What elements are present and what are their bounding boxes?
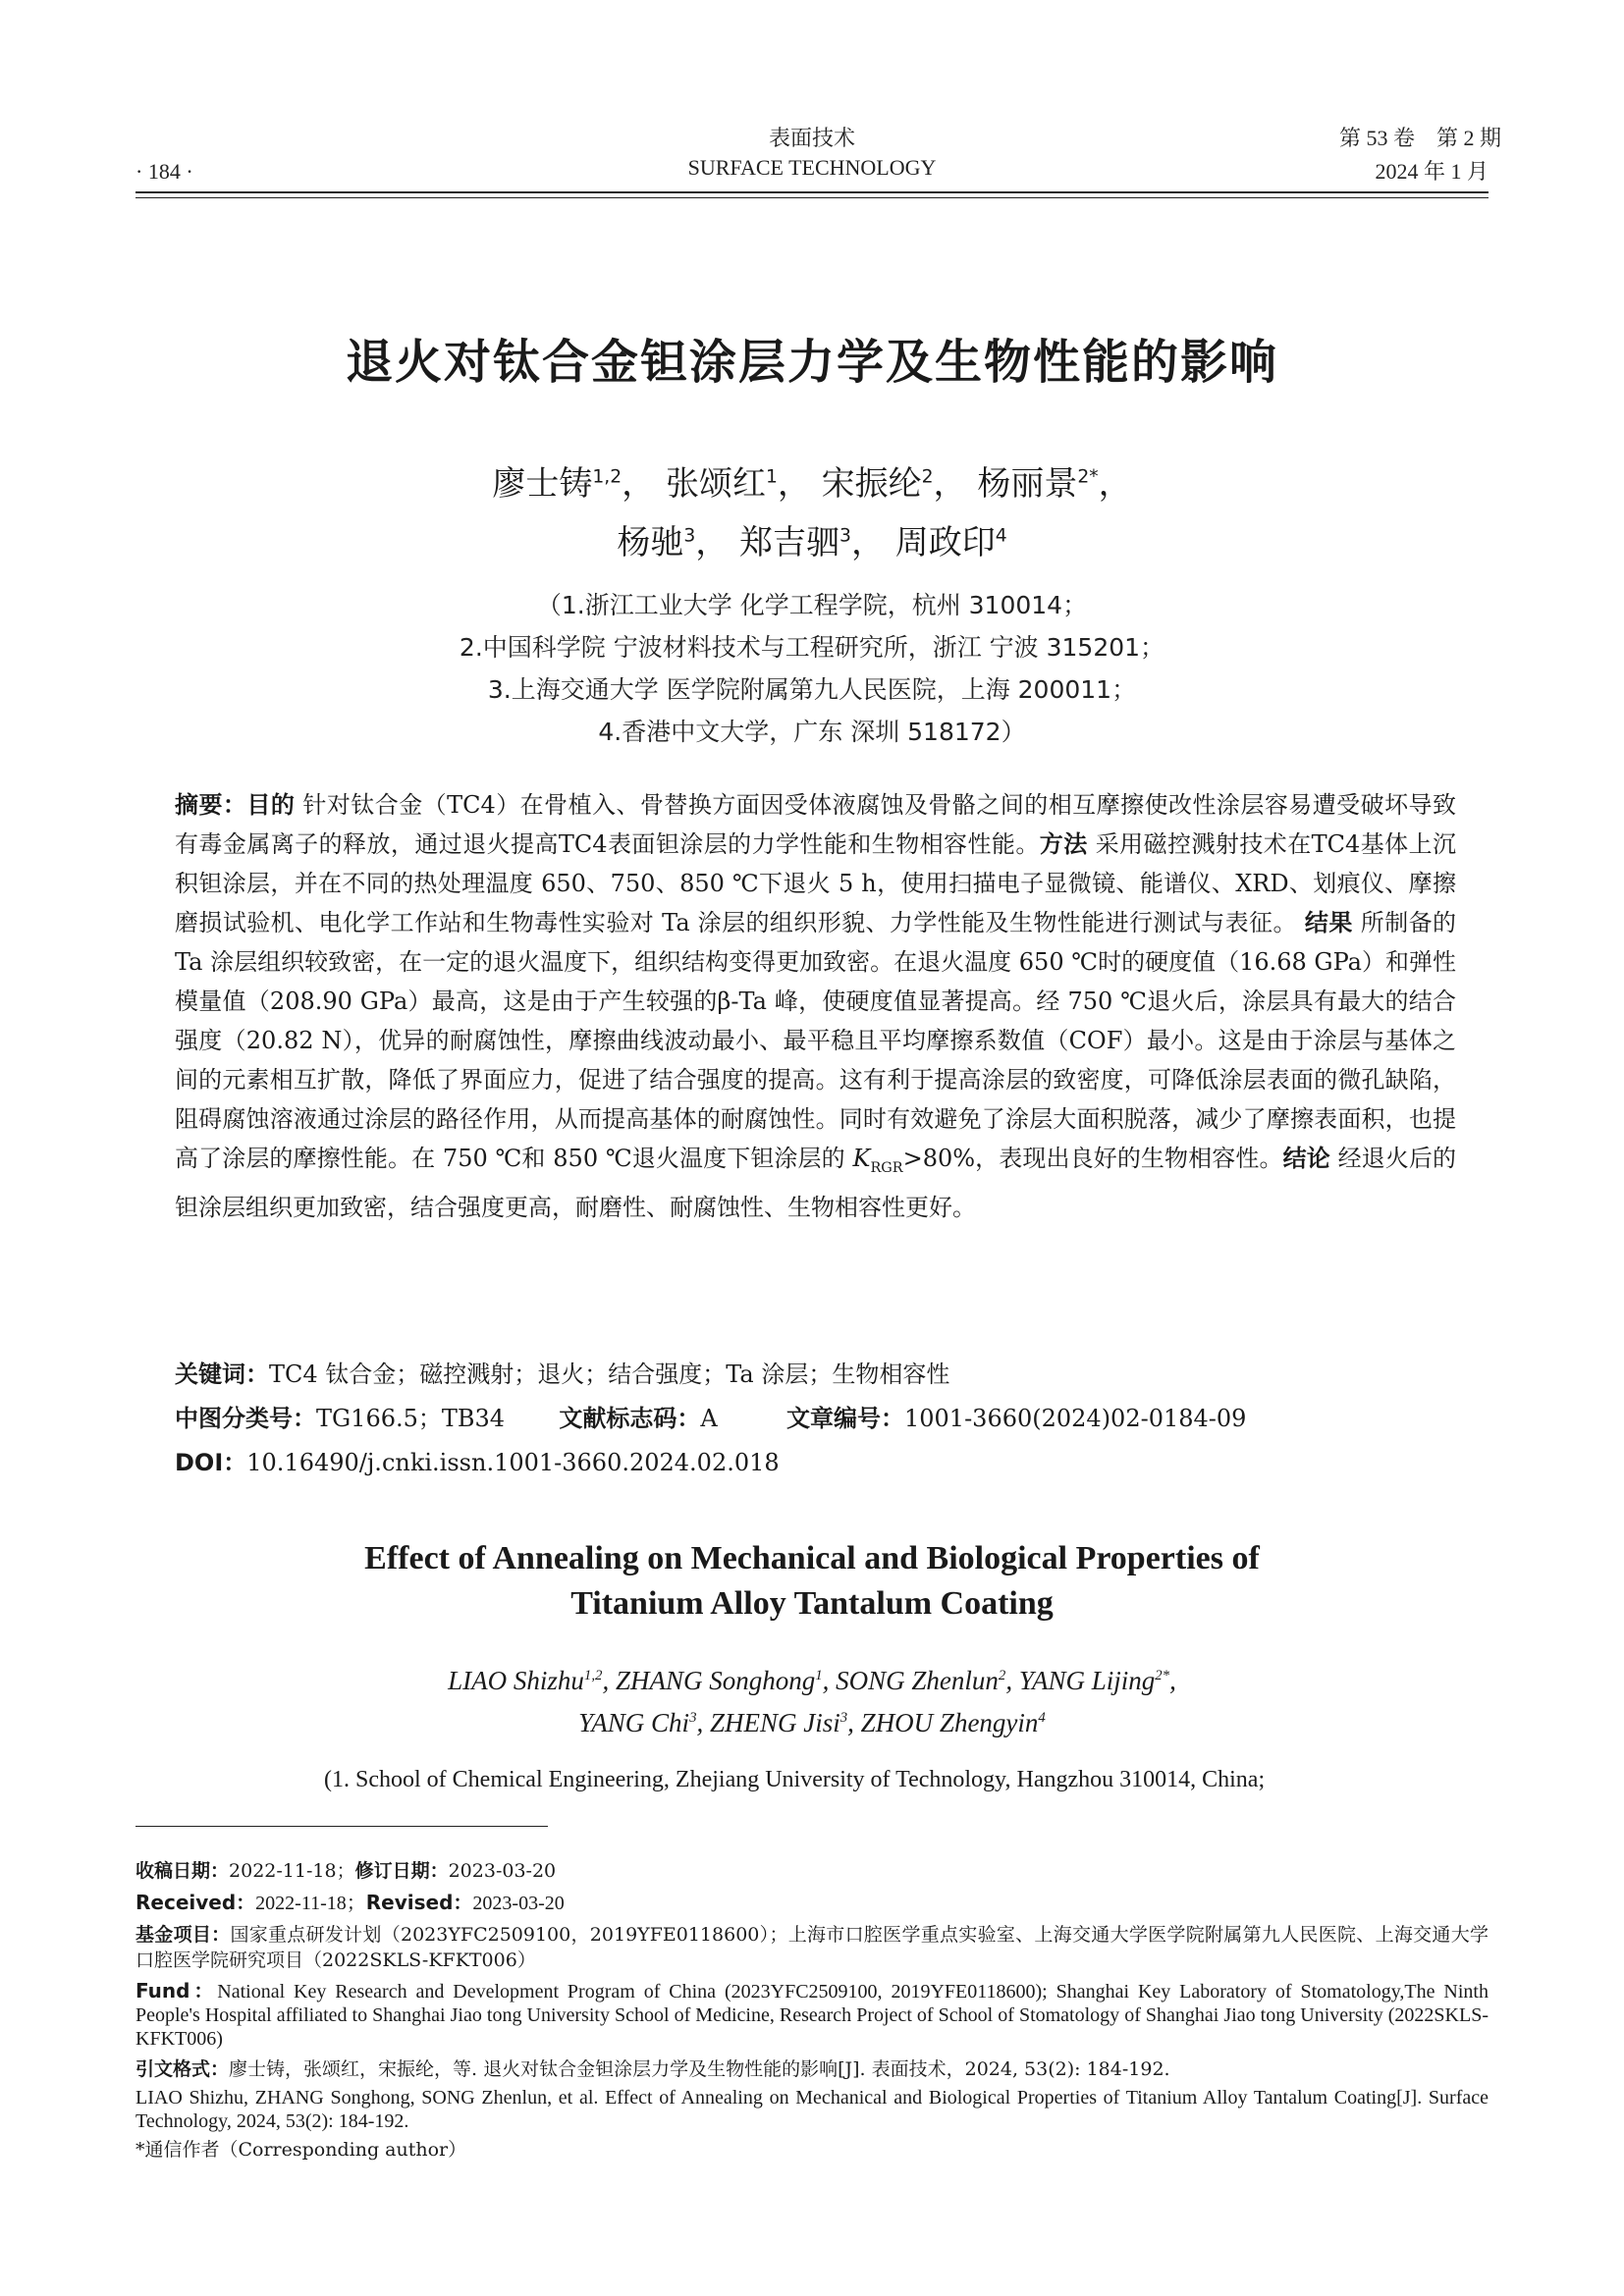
methods-label: 方法 xyxy=(1039,830,1088,858)
abstract xyxy=(175,785,1456,1227)
doc-code-value: A xyxy=(700,1405,718,1432)
footnote-cite-cn: 引文格式：廖士铸，张颂红，宋振纶，等. 退火对钛合金钽涂层力学及生物性能的影响[J]. 表面技术，2024, 53(2): 184-192. xyxy=(135,2058,1170,2080)
author-cn: 张颂红$^1$， xyxy=(665,464,811,504)
author-en: SONG Zhenlun$^2$, xyxy=(836,1666,1019,1695)
author-en: YANG Lijing$^{2*}$, xyxy=(1018,1666,1176,1695)
affiliation-cn: 3.上海交通大学 医学院附属第九人民医院，上海 200011； xyxy=(487,675,1137,704)
affiliation-cn: （1.浙江工业大学 化学工程学院，杭州 310014； xyxy=(536,591,1088,619)
journal-name-en: SURFACE TECHNOLOGY xyxy=(687,155,937,180)
footnote-corresponding: *通信作者（Corresponding author） xyxy=(135,2139,467,2161)
objective-label: 目的 xyxy=(246,791,296,819)
author-cn: 周政印$^4$ xyxy=(894,523,1007,562)
clc-value: TG166.5；TB34 xyxy=(316,1405,506,1432)
affiliation-en: (1. School of Chemical Engineering, Zhejiang University of Technology, Hangzhou 310014, China; xyxy=(324,1767,1266,1792)
page-number: · 184 · xyxy=(135,159,193,184)
conclusion-label: 结论 xyxy=(1282,1145,1330,1172)
title-en-line2: Titanium Alloy Tantalum Coating xyxy=(570,1585,1054,1622)
objective-text: 针对钛合金（TC4）在骨植入、骨替换方面因受体液腐蚀及骨骼之间的相互摩擦使改性涂层容易遭受破坏导致有毒金属离子的释放，通过退火提高TC4表面钽涂层的力学性能和生物相容性能。 xyxy=(175,791,1457,858)
conclusion-text: 经退火后的钽涂层组织更加致密，结合强度更高，耐磨性、耐腐蚀性、生物相容性更好。 xyxy=(175,1145,1456,1221)
authors-en-line2 xyxy=(0,1699,1624,1741)
results-text: 所制备的 Ta 涂层组织较致密，在一定的退火温度下，组织结构变得更加致密。在退火温度 650 ℃时的硬度值（16.68 GPa）和弹性模量值（208.90 GPa）最高，这是由于产生较强的β-Ta 峰，使硬度值显著提高。经 750 ℃退火后，涂层具有最大的结合强度（20.82 N），优异的耐腐蚀性，摩擦曲线波动最小、最平稳且平均摩擦系数值（COF）最小。这是由于涂层与基体之间的元素相互扩散，降低了界面应力，促进了结合强度的提高。这有利于提高涂层的致密度，可降低涂层表面的微孔缺陷，阻碍腐蚀溶液通过涂层的路径作用，从而提高基体的耐腐蚀性。同时有效避免了涂层大面积脱落，减少了摩擦表面积，也提高了涂层的摩擦性能。在 750 ℃和 850 ℃退火温度下钽涂层的 xyxy=(175,909,1457,1172)
header-rule xyxy=(135,191,1489,193)
authors-en-line1 xyxy=(0,1657,1624,1699)
author-en: ZHOU Zhengyin$^4$ xyxy=(860,1708,1046,1737)
author-cn: 郑吉驷$^3$， xyxy=(739,523,885,562)
header-rule-thin xyxy=(135,197,1489,198)
footnote-received-en: Received：2022-11-18；Revised：2023-03-20 xyxy=(135,1891,565,1914)
keywords-text: TC4 钛合金；磁控溅射；退火；结合强度；Ta 涂层；生物相容性 xyxy=(269,1361,950,1388)
doc-code-label: 文献标志码： xyxy=(559,1405,701,1432)
author-en: ZHANG Songhong$^1$, xyxy=(615,1666,837,1695)
doi xyxy=(175,1443,780,1477)
article-no-label: 文章编号： xyxy=(785,1405,904,1432)
issue-date: 2024 年 1 月 xyxy=(1375,159,1489,184)
footnotes xyxy=(135,1858,1489,2163)
article-no-value: 1001-3660(2024)02-0184-09 xyxy=(903,1405,1247,1432)
affiliation-cn: 4.香港中文大学，广东 深圳 518172） xyxy=(598,718,1026,746)
authors-cn-line2 xyxy=(0,515,1624,563)
author-cn: 宋振纶$^2$， xyxy=(821,464,967,504)
title-en-line1: Effect of Annealing on Mechanical and Biological Properties of xyxy=(364,1540,1260,1576)
footnote-fund-en: Fund：National Key Research and Development Program of China (2023YFC2509100, 2019YFE0118600); Shanghai Key Laboratory of Stomatology,The Ninth People's Hospital affiliated to Shanghai Jiao tong University School of Medicine, Research Project of School of Stomatology of Shanghai Jiao tong University (2022SKLS-KFKT006) xyxy=(135,1979,1489,2050)
classification xyxy=(175,1399,1246,1433)
authors-cn-line1 xyxy=(0,456,1624,505)
author-en: YANG Chi$^3$, xyxy=(578,1708,710,1737)
footnote-received-cn: 收稿日期：2022-11-18；修订日期：2023-03-20 xyxy=(135,1860,557,1882)
footnote-separator xyxy=(135,1826,548,1827)
journal-name-cn: 表面技术 xyxy=(768,126,855,150)
doi-label: DOI： xyxy=(175,1449,247,1476)
abstract-label: 摘要： xyxy=(175,791,247,819)
footnote-cite-en: LIAO Shizhu, ZHANG Songhong, SONG Zhenlun, et al. Effect of Annealing on Mechanical and Biological Properties of Titanium Alloy Tantalum Coating[J]. Surface Technology, 2024, 53(2): 184-192. xyxy=(135,2087,1489,2132)
clc-label: 中图分类号： xyxy=(175,1405,316,1432)
footnote-fund-cn: 基金项目：国家重点研发计划（2023YFC2509100，2019YFE0118600）；上海市口腔医学重点实验室、上海交通大学医学院附属第九人民医院、上海交通大学口腔医学院研究项目（2022SKLS-KFKT006） xyxy=(135,1924,1489,1971)
results-text-2: >80%，表现出良好的生物相容性。 xyxy=(902,1145,1283,1172)
results-label: 结果 xyxy=(1304,909,1353,936)
doi-value[interactable]: 10.16490/j.cnki.issn.1001-3660.2024.02.018 xyxy=(246,1449,780,1476)
authors-en xyxy=(0,1657,1624,1741)
author-cn: 杨驰$^3$， xyxy=(617,523,730,562)
volume-issue: 第 53 卷 第 2 期 xyxy=(1338,126,1501,150)
author-cn: 廖士铸$^{1,2}$， xyxy=(492,464,656,504)
k-subscript: RGR xyxy=(870,1159,903,1176)
keywords xyxy=(175,1355,949,1389)
affiliation-cn: 2.中国科学院 宁波材料技术与工程研究所，浙江 宁波 315201； xyxy=(459,633,1165,662)
author-en: ZHENG Jisi$^3$, xyxy=(709,1708,861,1737)
k-symbol: K xyxy=(852,1145,871,1172)
keywords-label: 关键词： xyxy=(175,1361,269,1388)
author-en: LIAO Shizhu$^{1,2}$, xyxy=(448,1666,616,1695)
methods-text: 采用磁控溅射技术在TC4基体上沉积钽涂层，并在不同的热处理温度 650、750、850 ℃下退火 5 h，使用扫描电子显微镜、能谱仪、XRD、划痕仪、摩擦磨损试验机、电化学工作站和生物毒性实验对 Ta 涂层的组织形貌、力学性能及生物性能进行测试与表征。 xyxy=(175,830,1457,936)
author-cn: 杨丽景$^{2*}$， xyxy=(977,464,1132,504)
page-title-cn: 退火对钛合金钽涂层力学及生物性能的影响 xyxy=(345,335,1278,390)
page-title-en xyxy=(0,1536,1624,1627)
